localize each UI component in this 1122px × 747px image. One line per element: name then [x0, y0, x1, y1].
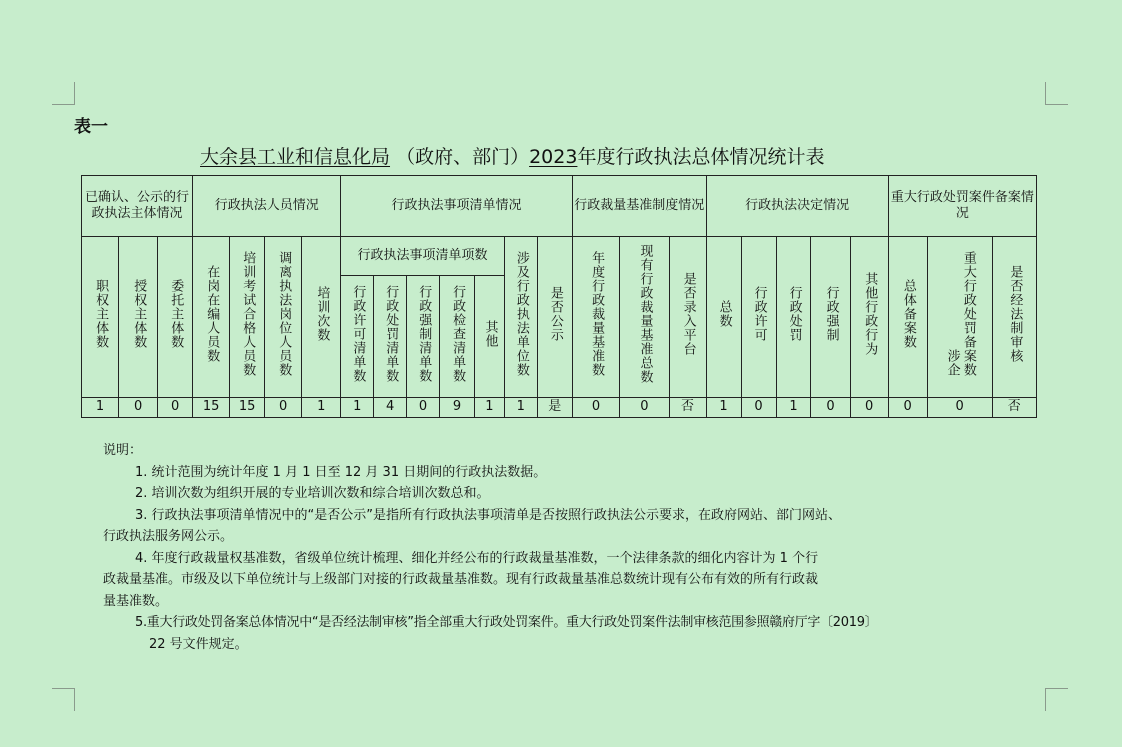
col-header-staff-on-post: 在岗在编人员数: [204, 265, 220, 364]
note-item-4-cont2: 量基准数。: [103, 593, 169, 609]
col-header-qualified-staff: 培训考试合格人员数: [240, 251, 256, 378]
col-header-other-actions: 其他行政行为: [862, 272, 878, 357]
value-cell: 0: [407, 398, 440, 418]
col-header-penalty-list: 行政处罚清单数: [383, 284, 399, 383]
title-year: 2023: [529, 146, 578, 168]
col-header-total-discretion: 现有行政裁量基准总数: [637, 244, 653, 385]
value-cell: 15: [193, 398, 230, 418]
statistics-table: [81, 175, 1037, 418]
header-enforcement-personnel: 行政执法人员情况: [193, 176, 341, 237]
page-corner-mark: [52, 82, 75, 105]
col-header-total-filings: 总体备案数: [900, 279, 916, 350]
notes-section: [103, 440, 1063, 655]
header-enforcement-subjects: 已确认、公示的行政执法主体情况: [82, 176, 193, 237]
value-cell: 1: [341, 398, 374, 418]
title-scope: （政府、部门）: [396, 146, 530, 168]
note-item-5-cont: 22 号文件规定。: [149, 636, 248, 652]
header-matter-list-items: 行政执法事项清单项数: [341, 237, 505, 276]
note-item-4: 4. 年度行政裁量权基准数，省级单位统计梳理、细化并经公布的行政裁量基准数，一个法律条款的细化内容计为 1 个行: [135, 550, 819, 566]
header-matter-list: 行政执法事项清单情况: [341, 176, 573, 237]
value-cell: 否: [992, 398, 1036, 418]
document-title: [200, 142, 930, 169]
value-cell: 0: [620, 398, 669, 418]
note-item-3: 3. 行政执法事项清单情况中的“是否公示”是指所有行政执法事项清单是否按照行政执法公示要求，在政府网站、部门网站、: [135, 507, 842, 523]
col-header-major-penalty-filings: 重大行政处罚备案数: [960, 251, 976, 378]
col-header-licensing-list: 行政许可清单数: [350, 284, 366, 383]
header-enforcement-decisions: 行政执法决定情况: [706, 176, 888, 237]
value-cell: 0: [265, 398, 302, 418]
value-cell: 0: [850, 398, 888, 418]
table-label: 表一: [74, 117, 108, 137]
col-header-entered-platform: 是否录入平台: [680, 272, 696, 357]
col-header-coercion-list: 行政强制清单数: [416, 284, 432, 383]
col-header-enterprise-label: 涉企: [944, 349, 960, 378]
value-cell: 1: [82, 398, 119, 418]
note-item-1: 1. 统计范围为统计年度 1 月 1 日至 12 月 31 日期间的行政执法数据。: [135, 464, 547, 480]
page-corner-mark: [1045, 82, 1068, 105]
note-item-5: 5.重大行政处罚备案总体情况中“是否经法制审核”指全部重大行政处罚案件。重大行政处罚案件法制审核范围参照赣府厅字〔2019〕: [135, 615, 878, 630]
value-cell: 1: [706, 398, 741, 418]
col-header-authorized-subjects: 授权主体数: [131, 279, 147, 350]
title-organization: 大余县工业和信息化局: [200, 146, 391, 168]
col-header-decision-total: 总数: [716, 300, 732, 329]
value-cell: 是: [537, 398, 572, 418]
value-cell: 0: [741, 398, 776, 418]
note-item-4-cont: 政裁量基准。市级及以下单位统计与上级部门对接的行政裁量基准数。现有行政裁量基准总数统计现有公布有效的所有行政裁: [103, 572, 819, 587]
value-cell: 1: [776, 398, 811, 418]
col-header-legal-review: 是否经法制审核: [1007, 265, 1023, 364]
col-header-enforcement: 行政强制: [823, 286, 839, 343]
value-cell: 9: [440, 398, 475, 418]
header-major-penalty-filing: 重大行政处罚案件备案情况: [888, 176, 1036, 237]
value-cell: 0: [158, 398, 193, 418]
value-cell: 0: [927, 398, 992, 418]
col-header-annual-discretion: 年度行政裁量基准数: [589, 251, 605, 378]
value-cell: 1: [475, 398, 505, 418]
col-header-licensing: 行政许可: [751, 286, 767, 343]
value-cell: 1: [302, 398, 341, 418]
header-discretion-standard: 行政裁量基准制度情况: [572, 176, 706, 237]
note-item-2: 2. 培训次数为组织开展的专业培训次数和综合培训次数总和。: [135, 486, 490, 501]
value-cell: 15: [230, 398, 265, 418]
col-header-authority-subjects: 职权主体数: [93, 279, 109, 350]
value-cell: 0: [888, 398, 927, 418]
value-cell: 0: [572, 398, 619, 418]
col-header-training-count: 培训次数: [314, 286, 330, 343]
col-header-publicized: 是否公示: [547, 286, 563, 343]
col-header-units-involved: 涉及行政执法单位数: [513, 251, 529, 378]
value-cell: 4: [374, 398, 407, 418]
page-corner-mark: [52, 688, 75, 711]
col-header-other: 其他: [482, 319, 498, 348]
value-cell: 0: [119, 398, 158, 418]
col-header-inspection-list: 行政检查清单数: [450, 284, 466, 383]
notes-heading: 说明：: [103, 443, 143, 458]
value-cell: 1: [504, 398, 537, 418]
value-cell: 0: [811, 398, 850, 418]
col-header-entrusted-subjects: 委托主体数: [168, 279, 184, 350]
title-suffix: 年度行政执法总体情况统计表: [577, 146, 825, 168]
note-item-3-cont: 行政执法服务网公示。: [103, 529, 234, 544]
col-header-transferred-staff: 调离执法岗位人员数: [276, 251, 292, 378]
page-corner-mark: [1045, 688, 1068, 711]
value-cell: 否: [669, 398, 706, 418]
table-row: [82, 398, 1037, 418]
col-header-penalty: 行政处罚: [786, 286, 802, 343]
